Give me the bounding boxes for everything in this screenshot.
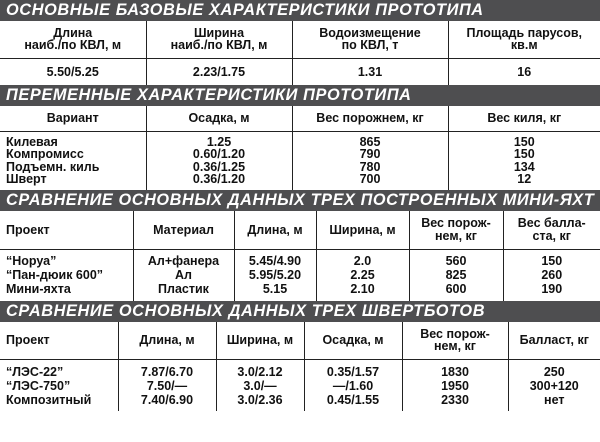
table4-header-width: Ширина, м [216, 322, 304, 359]
table-cell: 7.50/— [118, 379, 216, 393]
table-cell: Компромисс [0, 148, 146, 161]
table4-header-row [0, 322, 600, 359]
table1-header-row [0, 21, 600, 58]
table4-title: СРАВНЕНИЕ ОСНОВНЫХ ДАННЫХ ТРЕХ ШВЕРТБОТОВ [0, 301, 600, 322]
table-row [0, 58, 600, 85]
table-row [0, 393, 600, 411]
table-cell: 0.35/1.57 [304, 359, 402, 379]
table-cell: “Норуа” [0, 249, 133, 268]
table4-header-project: Проект [0, 322, 118, 359]
table3-header-ballast-weight: Вес балла- ста, кг [503, 211, 600, 249]
table-cell: нет [544, 393, 565, 407]
table4-header-length: Длина, м [118, 322, 216, 359]
table-cell: 790 [292, 148, 448, 161]
table-row [0, 173, 600, 190]
table-cell: 7.40/6.90 [118, 393, 216, 411]
table-cell: Килевая [0, 131, 146, 148]
table-cell: 5.95/5.20 [234, 268, 316, 282]
table2-header-draft: Осадка, м [146, 106, 292, 131]
table2-header-keel-weight: Вес киля, кг [448, 106, 600, 131]
table-row [0, 148, 600, 161]
table1-header-length: Длина наиб./по КВЛ, м [0, 21, 146, 58]
table-cell: 5.45/4.90 [234, 249, 316, 268]
table-cell: 1950 [402, 379, 508, 393]
table-cell: 0.45/1.55 [304, 393, 402, 411]
table-cell: 2.23/1.75 [146, 58, 292, 85]
table-cell: 700 [292, 173, 448, 190]
table-cell: 780 [292, 161, 448, 174]
table-cell: 1.25 [146, 131, 292, 148]
table-cell: 150 [513, 148, 535, 161]
table2-variable-specs [0, 106, 600, 190]
table-cell: Композитный [0, 393, 118, 411]
table-cell: 250 [543, 365, 565, 379]
table-cell: 260 [541, 268, 563, 282]
table-row [0, 131, 600, 148]
table-cell: 1830 [402, 359, 508, 379]
table-row [0, 359, 600, 379]
table-cell: 16 [517, 64, 532, 79]
table-cell: 0.36/1.20 [146, 173, 292, 190]
table-cell: 5.15 [234, 282, 316, 301]
table-cell: 3.0/2.12 [216, 359, 304, 379]
table-row [0, 268, 600, 282]
table-cell: 1.31 [292, 58, 448, 85]
table-cell: 5.50/5.25 [0, 58, 146, 85]
table3-header-width: Ширина, м [316, 211, 409, 249]
table3-header-project: Проект [0, 211, 133, 249]
table-cell: 2.0 [316, 249, 409, 268]
table3-header-empty-weight: Вес порож- нем, кг [409, 211, 503, 249]
table-cell: Подъемн. киль [0, 161, 146, 174]
table-cell: “ЛЭС-750” [0, 379, 118, 393]
table-cell: 560 [409, 249, 503, 268]
table-cell: 0.36/1.25 [146, 161, 292, 174]
table2-header-row [0, 106, 600, 131]
table-cell: Ал [133, 268, 234, 282]
table1-title: ОСНОВНЫЕ БАЗОВЫЕ ХАРАКТЕРИСТИКИ ПРОТОТИПА [0, 0, 600, 21]
table3-title: СРАВНЕНИЕ ОСНОВНЫХ ДАННЫХ ТРЕХ ПОСТРОЕННЫХ МИНИ-ЯХТ [0, 190, 600, 211]
table-cell: Пластик [133, 282, 234, 301]
table3-header-material: Материал [133, 211, 234, 249]
table-cell: 7.87/6.70 [118, 359, 216, 379]
table-row [0, 379, 600, 393]
table-cell: 190 [541, 282, 563, 296]
table3-mini-yachts [0, 211, 600, 301]
table-cell: “ЛЭС-22” [0, 359, 118, 379]
table-cell: 150 [513, 134, 535, 148]
table-cell: 825 [409, 268, 503, 282]
table4-centerboard-boats [0, 322, 600, 411]
table-cell: 12 [517, 173, 532, 187]
table-cell: 2330 [402, 393, 508, 411]
table-cell: 300+120 [529, 379, 579, 393]
table-cell: Шверт [0, 173, 146, 190]
table4-header-empty-weight: Вес порож- нем, кг [402, 322, 508, 359]
table4-header-ballast: Балласт, кг [508, 322, 600, 359]
table1-base-specs [0, 21, 600, 85]
table-cell: 0.60/1.20 [146, 148, 292, 161]
table1-header-sail-area: Площадь парусов, кв.м [448, 21, 600, 58]
table3-header-length: Длина, м [234, 211, 316, 249]
table-cell: Ал+фанера [133, 249, 234, 268]
table-cell: 2.25 [316, 268, 409, 282]
table-row [0, 249, 600, 268]
table-cell: 2.10 [316, 282, 409, 301]
table-cell: 134 [513, 160, 535, 173]
table-cell: 865 [292, 131, 448, 148]
table3-header-row [0, 211, 600, 249]
table-cell: Мини-яхта [0, 282, 133, 301]
table-row [0, 161, 600, 174]
table-cell: “Пан-дюик 600” [0, 268, 133, 282]
table-cell: 600 [409, 282, 503, 301]
table-cell: 3.0/— [216, 379, 304, 393]
table1-header-displacement: Водоизмещение по КВЛ, т [292, 21, 448, 58]
table4-header-draft: Осадка, м [304, 322, 402, 359]
table2-title: ПЕРЕМЕННЫЕ ХАРАКТЕРИСТИКИ ПРОТОТИПА [0, 85, 600, 106]
table-cell: —/1.60 [304, 379, 402, 393]
table2-header-variant: Вариант [0, 106, 146, 131]
table2-header-empty-weight: Вес порожнем, кг [292, 106, 448, 131]
table-cell: 150 [541, 254, 563, 268]
table-cell: 3.0/2.36 [216, 393, 304, 411]
table1-header-width: Ширина наиб./по КВЛ, м [146, 21, 292, 58]
table-row [0, 282, 600, 301]
